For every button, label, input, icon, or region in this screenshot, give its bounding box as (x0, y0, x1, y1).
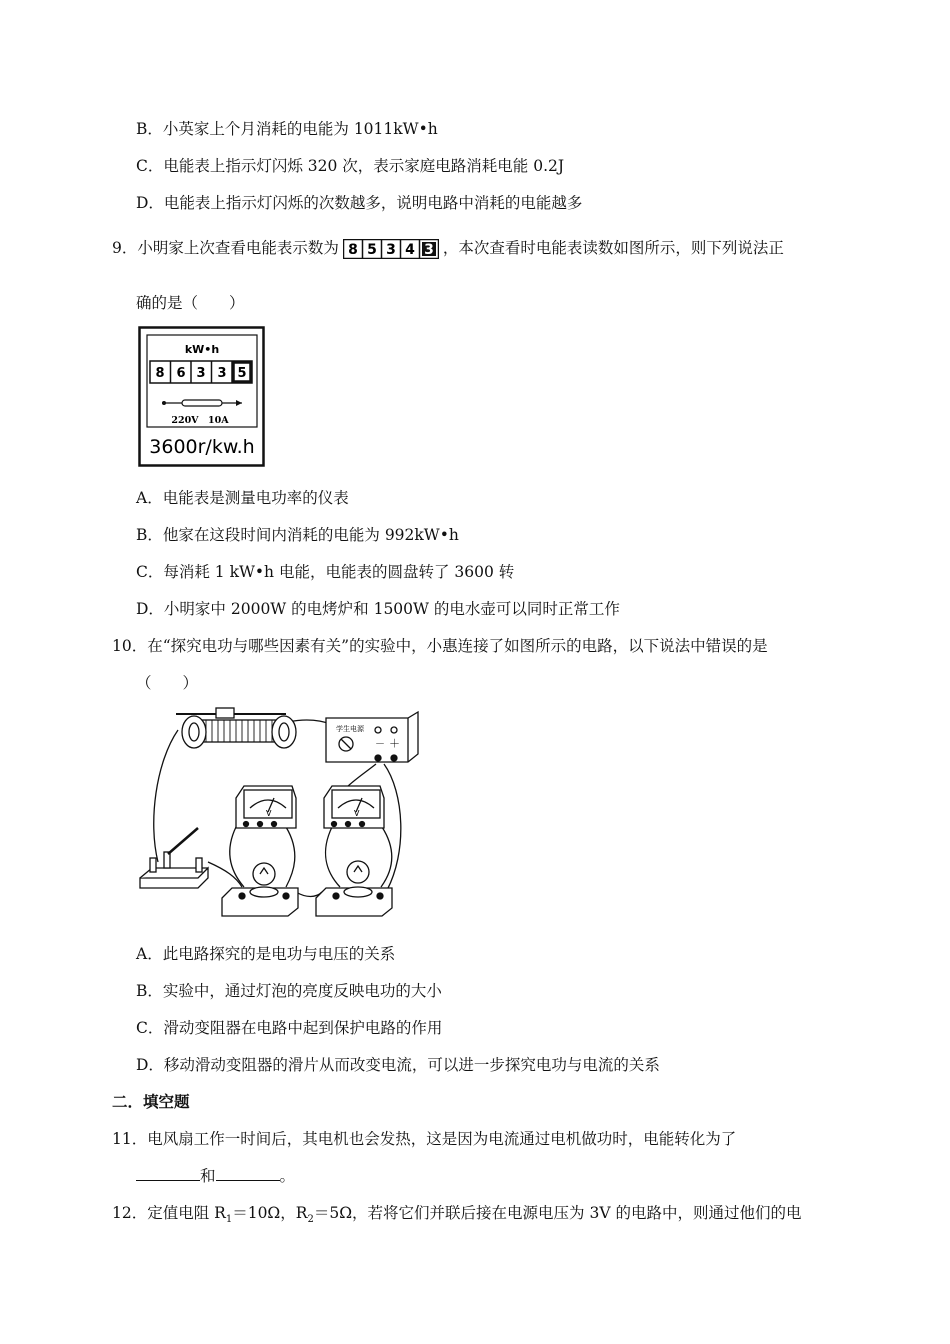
q12-part-a: 12．定值电阻 R (112, 1204, 226, 1222)
meter-digit-5: 5 (237, 366, 247, 381)
q10-option-c: C．滑动变阻器在电路中起到保护电路的作用 (136, 1019, 443, 1037)
meter-digit-2: 6 (176, 366, 186, 381)
q8-option-d: D．电能表上指示灯闪烁的次数越多，说明电路中消耗的电能越多 (136, 194, 583, 212)
q9-option-a: A．电能表是测量电功率的仪表 (136, 489, 349, 507)
rheostat-icon (176, 708, 296, 748)
svg-text:＋: ＋ (389, 737, 400, 750)
q11-end-punctuation: 。 (279, 1167, 296, 1185)
previous-meter-reading (343, 239, 439, 259)
q10-option-a: A．此电路探究的是电功与电压的关系 (136, 945, 396, 963)
meter-rating: 220V 10A (171, 415, 229, 426)
meter-constant: 3600r/kw.h (149, 436, 255, 458)
q9-stem-part-b: ，本次查看时电能表读数如图所示，则下列说法正 (442, 239, 784, 257)
voltmeter-1-label: V (266, 809, 272, 818)
prev-digit-3: 3 (386, 242, 396, 258)
q12-part-c: ＝5Ω，若将它们并联后接在电源电压为 3V 的电路中，则通过他们的电 (313, 1204, 802, 1222)
q12-stem (112, 1202, 801, 1231)
q10-stem-continuation: （ ） (136, 674, 199, 692)
voltmeter-2-icon (324, 786, 384, 828)
q12-subscript-1: 1 (225, 1214, 233, 1226)
q9-stem-part-a: 9．小明家上次查看电能表示数为 (112, 239, 339, 257)
lamp-2-icon (316, 861, 392, 916)
q9-option-c: C．每消耗 1 kW•h 电能，电能表的圆盘转了 3600 转 (136, 563, 515, 581)
power-supply-label: 学生电源 (336, 725, 364, 733)
power-supply-icon (326, 712, 418, 762)
section-title-fill-in: 二．填空题 (112, 1093, 190, 1111)
meter-unit-label: kW•h (184, 343, 220, 356)
voltmeter-1-icon (236, 786, 296, 828)
q11-blank-1 (136, 1166, 200, 1181)
q12-part-b: ＝10Ω，R (232, 1204, 308, 1222)
q9-option-d: D．小明家中 2000W 的电烤炉和 1500W 的电水壶可以同时正常工作 (136, 600, 620, 618)
prev-digit-1: 8 (348, 242, 358, 258)
q9-option-b: B．他家在这段时间内消耗的电能为 992kW•h (136, 526, 459, 544)
electric-meter-figure (138, 326, 266, 468)
prev-digit-2: 5 (367, 242, 377, 258)
q11-blanks (136, 1165, 295, 1187)
q8-option-c: C．电能表上指示灯闪烁 320 次，表示家庭电路消耗电能 0.2J (136, 157, 565, 175)
meter-digit-3: 3 (196, 366, 206, 381)
q8-option-b: B．小英家上个月消耗的电能为 1011kW•h (136, 120, 438, 138)
prev-digit-4: 4 (405, 242, 415, 258)
q9-stem (112, 237, 784, 259)
meter-digit-1: 8 (155, 366, 165, 381)
q10-option-d: D．移动滑动变阻器的滑片从而改变电流，可以进一步探究电功与电流的关系 (136, 1056, 660, 1074)
q9-stem-continuation: 确的是（ ） (136, 294, 245, 312)
svg-text:－: － (375, 739, 385, 750)
q11-stem: 11．电风扇工作一时间后，其电机也会发热，这是因为电流通过电机做功时，电能转化为了 (112, 1130, 737, 1148)
circuit-figure (136, 702, 426, 922)
meter-digit-4: 3 (217, 366, 227, 381)
q11-blank-2 (216, 1166, 280, 1181)
voltmeter-2-label: V (354, 809, 360, 818)
prev-digit-5: 3 (424, 242, 434, 258)
q10-option-b: B．实验中，通过灯泡的亮度反映电功的大小 (136, 982, 442, 1000)
q11-connector: 和 (200, 1167, 216, 1185)
q12-subscript-2: 2 (307, 1214, 314, 1226)
q10-stem: 10．在“探究电功与哪些因素有关”的实验中，小惠连接了如图所示的电路，以下说法中错误的是 (112, 637, 768, 655)
switch-icon (140, 828, 208, 888)
